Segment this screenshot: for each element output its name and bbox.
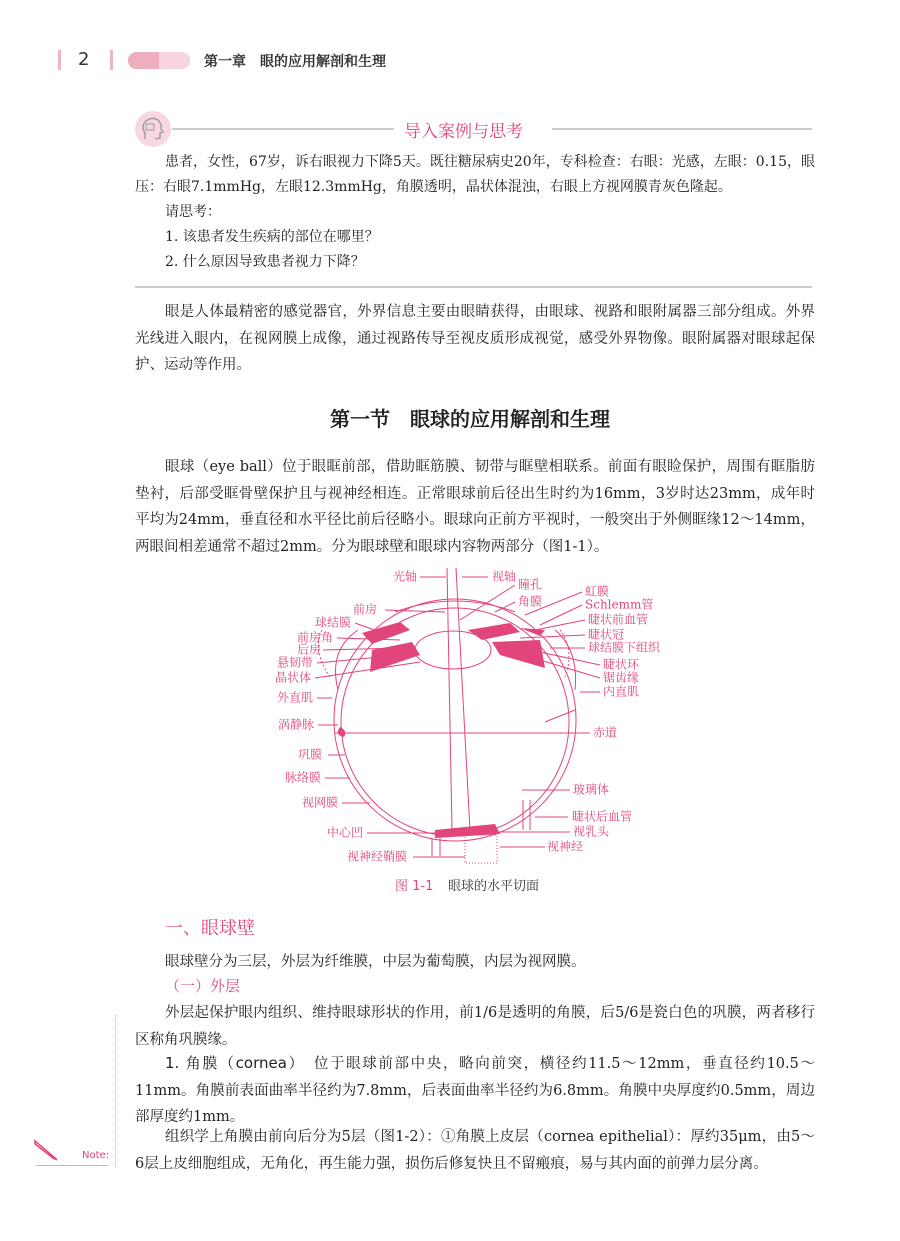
page-number: 2: [78, 49, 90, 70]
label-ora-serrata: 锯齿缘: [603, 670, 640, 685]
label-optic-nerve: 视神经: [547, 839, 584, 854]
label-equator: 赤道: [593, 725, 618, 740]
case-box-title: 导入案例与思考: [404, 122, 523, 142]
label-posterior-ciliary-vessels: 睫状后血管: [572, 809, 633, 824]
label-optic-disc: 视乳头: [573, 824, 610, 839]
label-anterior-ciliary-vessels: 睫状前血管: [588, 612, 649, 627]
label-fovea: 中心凹: [327, 825, 364, 840]
case-question: 1. 该患者发生疾病的部位在哪里？: [165, 229, 379, 245]
label-subconjunctival-tissue: 球结膜下组织: [588, 640, 661, 655]
label-sclera: 巩膜: [298, 747, 323, 762]
label-pars-plana: 睫状环: [603, 657, 640, 672]
eyewall-intro: 眼球壁分为三层，外层为纤维膜，中层为葡萄膜，内层为视网膜。: [165, 954, 586, 970]
label-visual-axis: 视轴: [492, 569, 517, 584]
section-paragraph: 眼球（eye ball）位于眼眶前部，借助眶筋膜、韧带与眶壁相联系。前面有眼睑保护，周围有眶脂肪垫衬，后部受眶骨壁保护且与视神经相连。正常眼球前后径出生时约为16mm，3岁时达23mm，成年时平均为24mm，垂直径和水平径比前后径略小。眼球向正前方平视时，一般突出于外侧眶缘12～14mm，两眼间相差通常不超过2mm。分为眼球壁和眼球内容物两部分（图1-1）。: [135, 459, 815, 555]
note-label: Note:: [82, 1150, 110, 1161]
label-bulbar-conjunctiva: 球结膜: [315, 615, 352, 630]
label-pupil: 瞳孔: [518, 577, 543, 592]
outer-layer-paragraph: 外层起保护眼内组织、维持眼球形状的作用，前1/6是透明的角膜，后5/6是瓷白色的巩膜，两者移行区称角巩膜缘。: [135, 1005, 815, 1048]
section-title: 第一节 眼球的应用解剖和生理: [330, 407, 610, 431]
cornea-paragraph: [135, 1050, 815, 1131]
note-underline: [36, 1165, 108, 1166]
subsection-title: 一、眼球壁: [165, 918, 255, 939]
cornea-layers-paragraph: 组织学上角膜由前向后分为5层（图1-2）：①角膜上皮层（cornea epithelial）：厚约35μm，由5～6层上皮细胞组成，无角化，再生能力强，损伤后修复快且不留瘢痕，易与其内面的前弹力层分离。: [135, 1129, 815, 1172]
case-text: 患者，女性，67岁，诉右眼视力下降5天。既往糖尿病史20年，专科检查：右眼：光感，左眼：0.15，眼压：右眼7.1mmHg，左眼12.3mmHg，角膜透明，晶状体混浊，右眼上方视网膜青灰色隆起。: [135, 154, 815, 195]
case-question: 2. 什么原因导致患者视力下降？: [165, 254, 365, 270]
label-chamber-angle: 前房角: [297, 630, 334, 645]
label-vortex-vein: 涡静脉: [278, 717, 315, 732]
cornea-heading: 1. 角膜（cornea）: [165, 1054, 298, 1072]
label-pars-plicata: 睫状冠: [588, 627, 625, 642]
pencil-icon: [32, 1138, 62, 1162]
labels: [275, 569, 661, 864]
cornea-text: 位于眼球前部中央，略向前突，横径约11.5～12mm，垂直径约10.5～11mm。角膜前表面曲率半径约为7.8mm，后表面曲率半径约为6.8mm。角膜中央厚度约0.5mm，周边部厚度约1mm。: [135, 1056, 815, 1125]
label-zonule: 悬韧带: [277, 655, 314, 670]
case-prompt: 请思考：: [165, 204, 221, 220]
label-retina: 视网膜: [302, 795, 339, 810]
label-vitreous: 玻璃体: [573, 782, 610, 797]
label-medial-rectus: 内直肌: [603, 684, 640, 699]
label-iris: 虹膜: [585, 584, 610, 599]
figure-caption: 眼球的水平切面: [448, 879, 540, 894]
label-schlemm-canal: Schlemm管: [585, 597, 654, 612]
label-optic-sheath: 视神经鞘膜: [347, 849, 408, 864]
chapter-title: 第一章 眼的应用解剖和生理: [204, 54, 386, 70]
label-cornea: 角膜: [518, 594, 543, 609]
label-posterior-chamber: 后房: [297, 642, 322, 657]
label-choroid: 脉络膜: [285, 770, 322, 785]
label-lens: 晶状体: [275, 670, 312, 685]
outer-layer-title: （一）外层: [165, 977, 241, 995]
label-lateral-rectus: 外直肌: [277, 690, 314, 705]
note-margin-line: [115, 1015, 116, 1167]
label-anterior-chamber: 前房: [353, 602, 378, 617]
intro-paragraph: 眼是人体最精密的感觉器官，外界信息主要由眼睛获得，由眼球、视路和眼附属器三部分组成。外界光线进入眼内，在视网膜上成像，通过视路传导至视皮质形成视觉，感受外界物像。眼附属器对眼球起保护、运动等作用。: [135, 304, 815, 373]
label-optical-axis: 光轴: [393, 569, 418, 584]
figure-number: 图 1-1: [395, 879, 434, 894]
